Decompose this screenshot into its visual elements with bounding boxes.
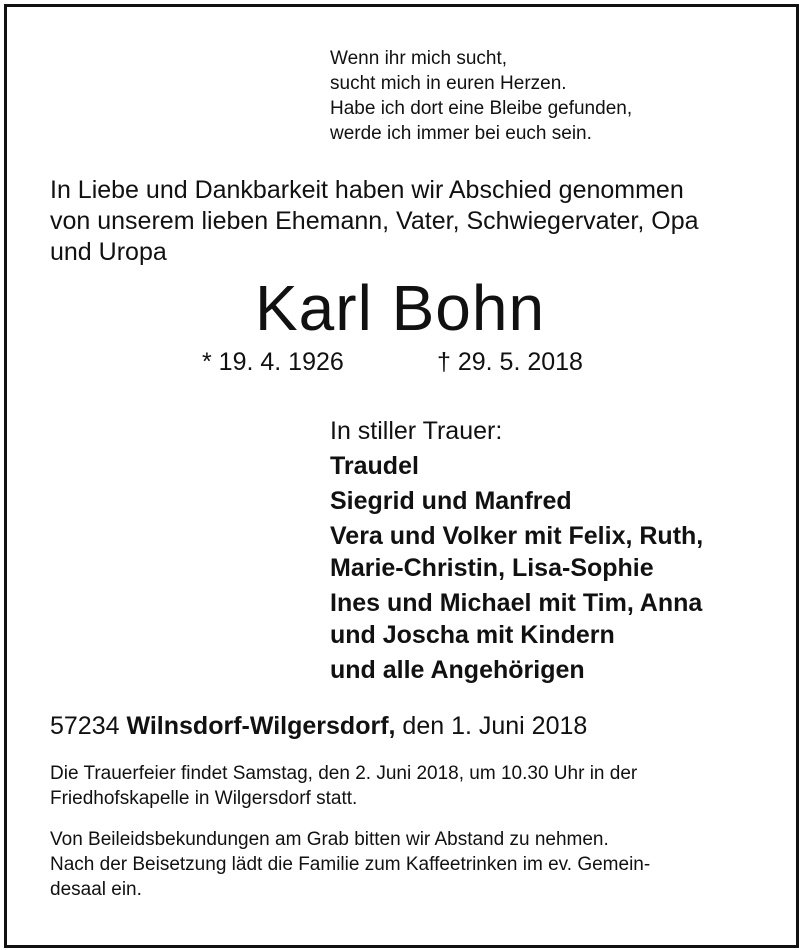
place-and-date xyxy=(50,710,587,742)
mourner-group-continued: und Joscha mit Kindern xyxy=(330,621,615,649)
condolence-notice xyxy=(50,827,650,902)
death-date: † 29. 5. 2018 xyxy=(437,348,583,376)
mourners-list xyxy=(330,415,703,686)
funeral-notice-line: Friedhofskapelle in Wilgersdorf statt. xyxy=(50,788,358,809)
notice-date: den 1. Juni 2018 xyxy=(402,712,588,740)
intro-line: und Uropa xyxy=(50,238,167,266)
zip-code: 57234 xyxy=(50,712,120,740)
deceased-name: Karl Bohn xyxy=(254,272,546,344)
motto-line: Wenn ihr mich sucht, xyxy=(330,48,508,69)
motto-line: Habe ich dort eine Bleibe gefunden, xyxy=(330,98,633,119)
mourners-heading: In stiller Trauer: xyxy=(330,417,503,445)
mourner-group: und alle Angehörigen xyxy=(330,656,585,684)
mourner-group-continued: Marie-Christin, Lisa-Sophie xyxy=(330,554,654,582)
birth-date: * 19. 4. 1926 xyxy=(202,348,344,376)
mourner-group: Traudel xyxy=(330,452,419,480)
condolence-notice-line: desaal ein. xyxy=(50,879,142,900)
condolence-notice-line: Von Beileidsbekundungen am Grab bitten wir Abstand zu nehmen. xyxy=(50,829,609,850)
intro-line: In Liebe und Dankbarkeit haben wir Abschied genommen xyxy=(50,176,684,204)
motto-line: sucht mich in euren Herzen. xyxy=(330,73,567,94)
intro-line: von unserem lieben Ehemann, Vater, Schwiegervater, Opa xyxy=(50,207,699,235)
funeral-notice-line: Die Trauerfeier findet Samstag, den 2. Juni 2018, um 10.30 Uhr in der xyxy=(50,763,638,784)
mourner-group: Ines und Michael mit Tim, Anna xyxy=(330,589,703,617)
intro-text xyxy=(50,175,699,268)
motto-poem xyxy=(330,46,632,146)
condolence-notice-line: Nach der Beisetzung lädt die Familie zum Kaffeetrinken im ev. Gemein- xyxy=(50,854,651,875)
mourner-group: Vera und Volker mit Felix, Ruth, xyxy=(330,522,704,550)
mourner-group: Siegrid und Manfred xyxy=(330,487,572,515)
town-name: Wilnsdorf-Wilgersdorf, xyxy=(126,712,396,740)
motto-line: werde ich immer bei euch sein. xyxy=(330,123,592,144)
funeral-notice xyxy=(50,761,637,811)
